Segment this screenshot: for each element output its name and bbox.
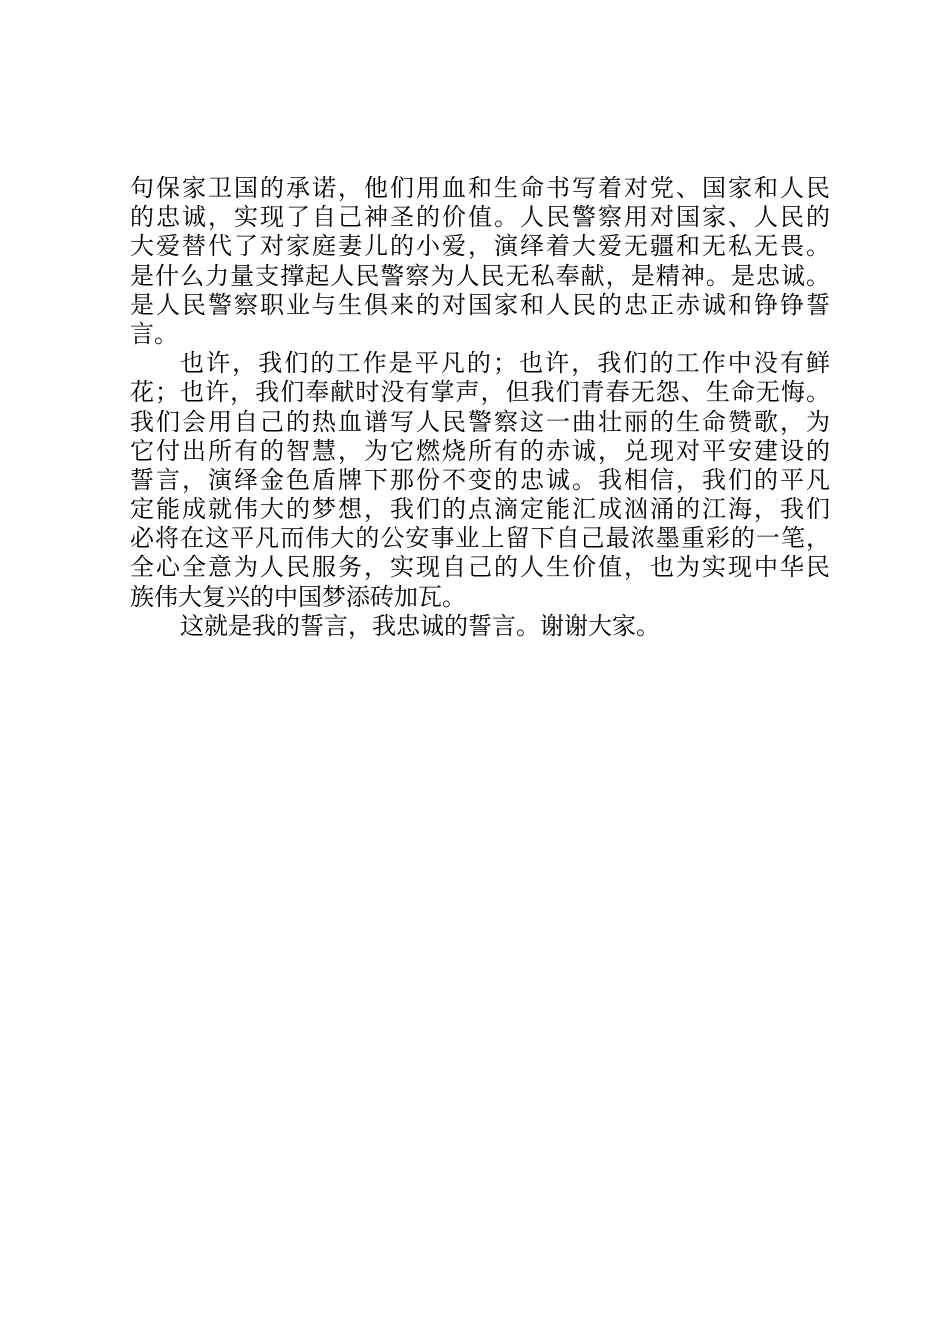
text-line: 言。 [130, 319, 178, 348]
text-line: 花；也许，我们奉献时没有掌声，但我们青春无怨、生命无悔。 [130, 378, 830, 407]
body-text [130, 174, 830, 641]
text-line: 这就是我的誓言，我忠诚的誓言。谢谢大家。 [180, 611, 660, 640]
paragraph-1 [130, 174, 830, 349]
text-line: 也许，我们的工作是平凡的；也许，我们的工作中没有鲜 [180, 349, 830, 378]
text-line: 是人民警察职业与生俱来的对国家和人民的忠正赤诚和铮铮誓 [130, 290, 830, 319]
text-line: 必将在这平凡而伟大的公安事业上留下自己最浓墨重彩的一笔， [130, 524, 830, 553]
text-line: 我们会用自己的热血谱写人民警察这一曲壮丽的生命赞歌，为 [130, 407, 830, 436]
text-line: 誓言，演绎金色盾牌下那份不变的忠诚。我相信，我们的平凡 [130, 465, 830, 494]
text-line: 全心全意为人民服务，实现自己的人生价值，也为实现中华民 [130, 553, 830, 582]
text-line: 族伟大复兴的中国梦添砖加瓦。 [130, 582, 466, 611]
text-line: 定能成就伟大的梦想，我们的点滴定能汇成汹涌的江海，我们 [130, 495, 830, 524]
text-line: 是什么力量支撑起人民警察为人民无私奉献，是精神。是忠诚。 [130, 261, 830, 290]
text-line: 的忠诚，实现了自己神圣的价值。人民警察用对国家、人民的 [130, 203, 830, 232]
paragraph-2 [130, 349, 830, 612]
text-line: 句保家卫国的承诺，他们用血和生命书写着对党、国家和人民 [130, 174, 830, 202]
text-line: 大爱替代了对家庭妻儿的小爱，演绎着大爱无疆和无私无畏。 [130, 232, 830, 261]
text-line: 它付出所有的智慧，为它燃烧所有的赤诚，兑现对平安建设的 [130, 436, 830, 465]
paragraph-3 [130, 612, 830, 641]
